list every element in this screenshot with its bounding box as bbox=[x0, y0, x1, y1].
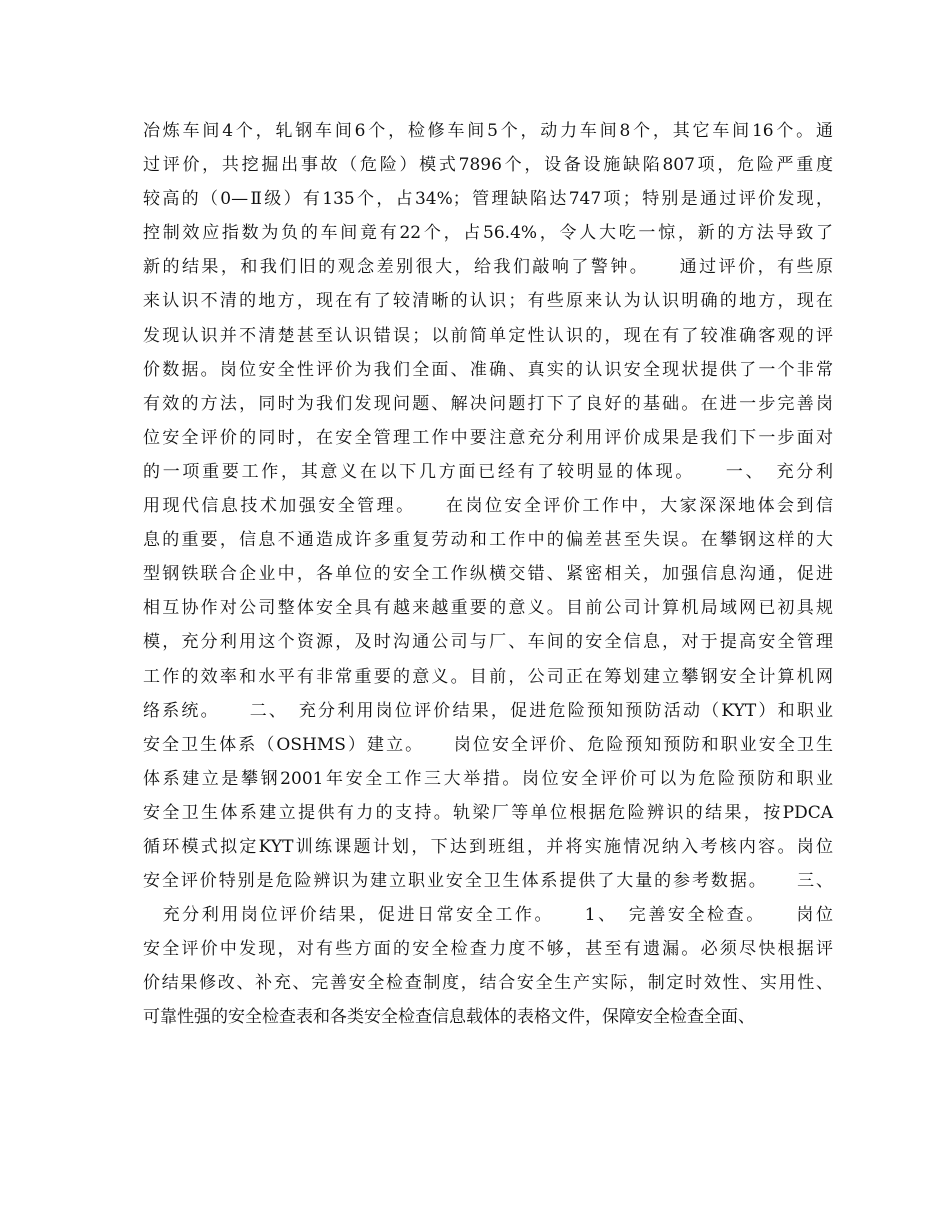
text-line: 较高的（0—Ⅱ级）有135个，占34%；管理缺陷达747项；特别是通过评价发现， bbox=[143, 189, 833, 210]
text-line: 冶炼车间4个，轧钢车间6个，检修车间5个，动力车间8个，其它车间16个。通 bbox=[143, 121, 833, 141]
text-line: 息的重要，信息不通造成许多重复劳动和工作中的偏差甚至失误。在攀钢这样的大 bbox=[143, 530, 833, 551]
text-line: 可靠性强的安全检查表和各类安全检查信息载体的表格文件，保障安全检查全面、 bbox=[143, 1007, 755, 1028]
text-line: 型钢铁联合企业中，各单位的安全工作纵横交错、紧密相关，加强信息沟通，促进 bbox=[143, 564, 833, 585]
text-line: 位安全评价的同时，在安全管理工作中要注意充分利用评价成果是我们下一步面对 bbox=[143, 427, 833, 448]
text-line: 循环模式拟定KYT训练课题计划，下达到班组，并将实施情况纳入考核内容。岗位 bbox=[143, 836, 833, 857]
text-line: 用现代信息技术加强安全管理。 在岗位安全评价工作中，大家深深地体会到信 bbox=[143, 496, 833, 517]
text-line: 工作的效率和水平有非常重要的意义。目前，公司正在筹划建立攀钢安全计算机网 bbox=[143, 666, 833, 687]
text-line: 充分利用岗位评价结果，促进日常安全工作。 1、 完善安全检查。 岗位 bbox=[143, 905, 833, 926]
text-line: 安全评价特别是危险辨识为建立职业安全卫生体系提供了大量的参考数据。 三、 bbox=[143, 871, 833, 892]
text-line: 体系建立是攀钢2001年安全工作三大举措。岗位安全评价可以为危险预防和职业 bbox=[143, 768, 833, 789]
text-line: 新的结果，和我们旧的观念差别很大，给我们敲响了警钟。 通过评价，有些原 bbox=[143, 257, 833, 278]
text-line: 相互协作对公司整体安全具有越来越重要的意义。目前公司计算机局域网已初具规 bbox=[143, 598, 833, 619]
text-line: 安全卫生体系（OSHMS）建立。 岗位安全评价、危险预知预防和职业安全卫生 bbox=[143, 734, 833, 755]
body-text bbox=[143, 118, 833, 1039]
text-line: 的一项重要工作，其意义在以下几方面已经有了较明显的体现。 一、 充分利 bbox=[143, 461, 833, 482]
text-line: 价数据。岗位安全性评价为我们全面、准确、真实的认识安全现状提供了一个非常 bbox=[143, 359, 833, 380]
text-line: 控制效应指数为负的车间竟有22个，占56.4%，令人大吃一惊，新的方法导致了 bbox=[143, 223, 833, 244]
text-line: 价结果修改、补充、完善安全检查制度，结合安全生产实际，制定时效性、实用性、 bbox=[143, 973, 833, 994]
text-line: 有效的方法，同时为我们发现问题、解决问题打下了良好的基础。在进一步完善岗 bbox=[143, 393, 833, 414]
text-line: 过评价，共挖掘出事故（危险）模式7896个，设备设施缺陷807项，危险严重度 bbox=[143, 155, 833, 176]
text-line: 安全卫生体系建立提供有力的支持。轨梁厂等单位根据危险辨识的结果，按PDCA bbox=[143, 802, 833, 823]
text-line: 安全评价中发现，对有些方面的安全检查力度不够，甚至有遗漏。必须尽快根据评 bbox=[143, 939, 833, 960]
text-line: 络系统。 二、 充分利用岗位评价结果，促进危险预知预防活动（KYT）和职业 bbox=[143, 700, 833, 721]
text-line: 模，充分利用这个资源，及时沟通公司与厂、车间的安全信息，对于提高安全管理 bbox=[143, 632, 833, 653]
text-line: 来认识不清的地方，现在有了较清晰的认识；有些原来认为认识明确的地方，现在 bbox=[143, 291, 833, 312]
text-line: 发现认识并不清楚甚至认识错误；以前简单定性认识的，现在有了较准确客观的评 bbox=[143, 325, 833, 346]
